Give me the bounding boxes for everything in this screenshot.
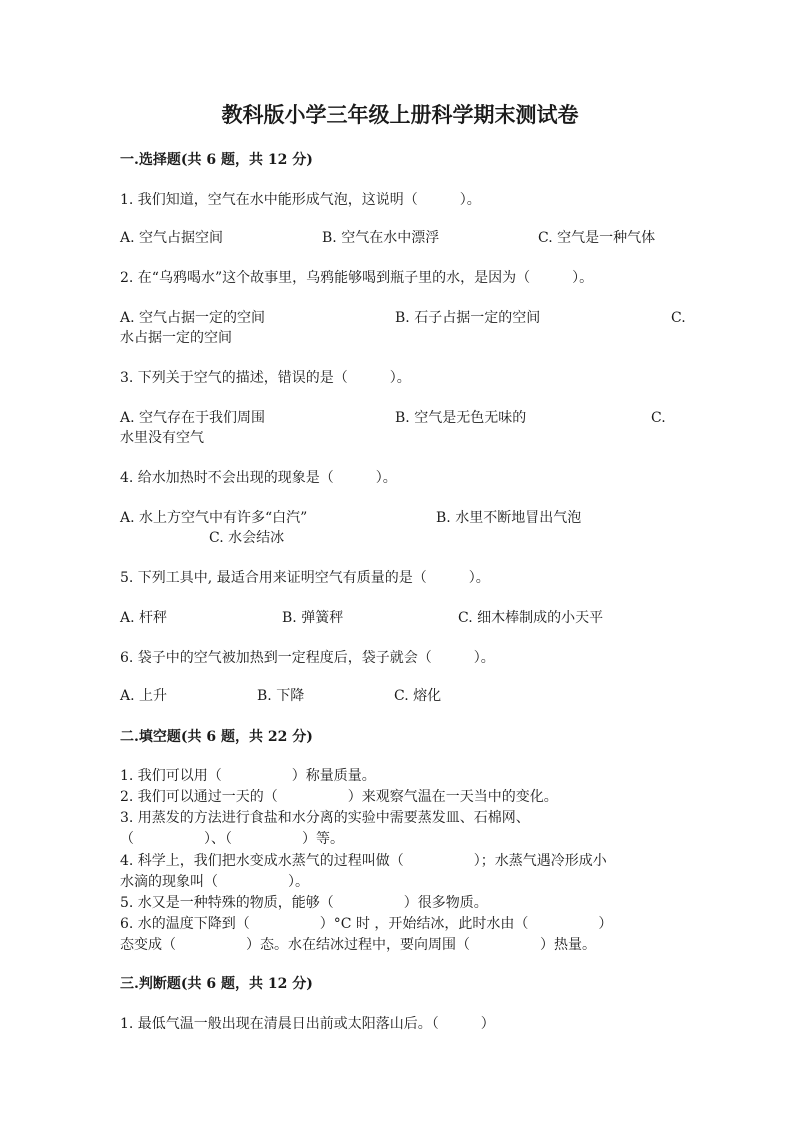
question-6-stem: 6. 袋子中的空气被加热到一定程度后，袋子就会（ ）。	[120, 650, 495, 666]
question-5-option-b: B. 弹簧秤	[282, 610, 344, 626]
question-4-stem: 4. 给水加热时不会出现的现象是（ ）。	[120, 470, 397, 486]
question-4-option-a: A. 水上方空气中有许多“白汽”	[120, 510, 308, 526]
question-2-option-a: A. 空气占据一定的空间	[120, 310, 266, 326]
question-1-option-b: B. 空气在水中漂浮	[322, 230, 440, 246]
fill-line-9: 态变成（ ）态。水在结冰过程中，要向周围（ ）热量。	[120, 937, 596, 953]
fill-line-1: 1. 我们可以用（ ）称量质量。	[120, 768, 376, 784]
question-2-option-c-text: 水占据一定的空间	[120, 330, 232, 346]
judge-question-1: 1. 最低气温一般出现在清晨日出前或太阳落山后。（ ）	[120, 1016, 495, 1032]
question-3-option-a: A. 空气存在于我们周围	[120, 410, 266, 426]
fill-line-6: 水滴的现象叫（ ）。	[120, 874, 309, 890]
question-6-option-c: C. 熔化	[394, 688, 442, 704]
question-4-option-b: B. 水里不断地冒出气泡	[436, 510, 582, 526]
question-6-option-b: B. 下降	[257, 688, 305, 704]
question-2-option-b: B. 石子占据一定的空间	[395, 310, 541, 326]
question-1-option-c: C. 空气是一种气体	[538, 230, 656, 246]
fill-line-7: 5. 水又是一种特殊的物质，能够（ ）很多物质。	[120, 895, 488, 911]
section-2-heading: 二.填空题(共 6 题，共 22 分)	[120, 729, 313, 745]
fill-line-2: 2. 我们可以通过一天的（ ）来观察气温在一天当中的变化。	[120, 789, 558, 805]
question-3-option-b: B. 空气是无色无味的	[395, 410, 527, 426]
question-3-option-c-text: 水里没有空气	[120, 430, 204, 446]
question-3-stem: 3. 下列关于空气的描述，错误的是（ ）。	[120, 370, 411, 386]
section-3-heading: 三.判断题(共 6 题，共 12 分)	[120, 976, 313, 992]
question-1-stem: 1. 我们知道，空气在水中能形成气泡，这说明（ ）。	[120, 192, 481, 208]
question-6-option-a: A. 上升	[120, 688, 168, 704]
question-1-option-a: A. 空气占据空间	[120, 230, 224, 246]
question-4-option-c: C. 水会结冰	[209, 530, 285, 546]
question-3-option-c: C.	[651, 410, 666, 426]
question-5-stem: 5. 下列工具中, 最适合用来证明空气有质量的是（ ）。	[120, 570, 490, 586]
page-title: 教科版小学三年级上册科学期末测试卷	[221, 102, 579, 127]
question-5-option-a: A. 杆秤	[120, 610, 168, 626]
fill-line-5: 4. 科学上，我们把水变成水蒸气的过程叫做（ ）；水蒸气遇冷形成小	[120, 853, 607, 869]
question-5-option-c: C. 细木棒制成的小天平	[458, 610, 604, 626]
question-2-stem: 2. 在“乌鸦喝水”这个故事里，乌鸦能够喝到瓶子里的水，是因为（ ）。	[120, 270, 594, 286]
fill-line-4: （ ）、（ ）等。	[120, 831, 344, 847]
section-1-heading: 一.选择题(共 6 题，共 12 分)	[120, 152, 313, 168]
fill-line-8: 6. 水的温度下降到（ ）°C 时 ，开始结冰，此时水由（ ）	[120, 916, 613, 932]
question-2-option-c: C.	[671, 310, 686, 326]
fill-line-3: 3. 用蒸发的方法进行食盐和水分离的实验中需要蒸发皿、石棉网、	[120, 810, 530, 826]
